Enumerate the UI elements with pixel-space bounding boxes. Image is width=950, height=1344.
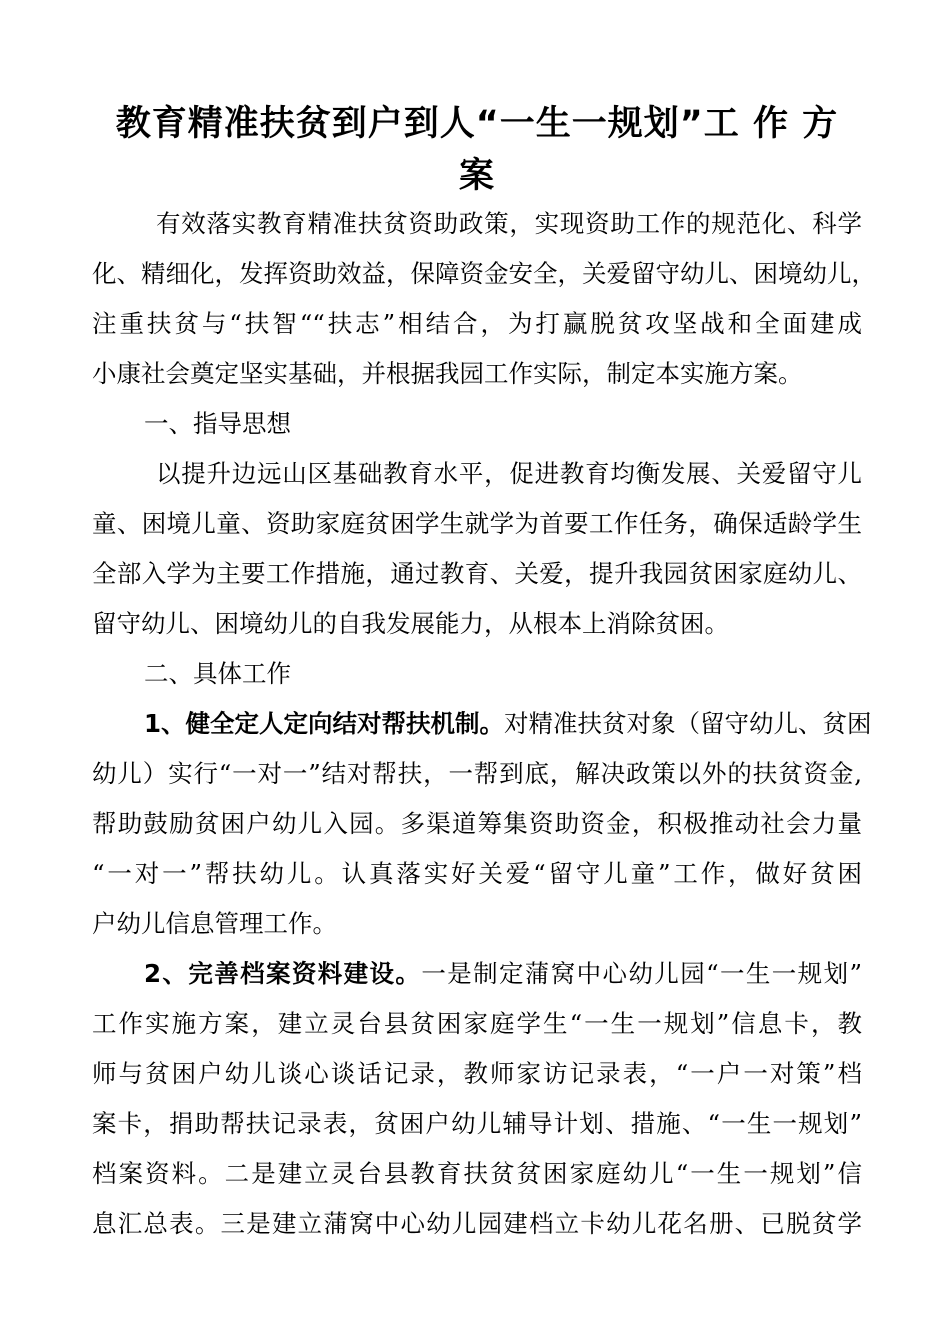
- item1-line: 户幼儿信息管理工作。: [92, 909, 337, 938]
- item2-line: 师与贫困户幼儿谈心谈话记录，教师家访记录表，“一户一对策”档: [92, 1059, 862, 1088]
- section1-line: 留守幼儿、困境幼儿的自我发展能力，从根本上消除贫困。: [92, 609, 729, 638]
- item1-first-rest: 对精准扶贫对象（留守幼儿、贫困: [504, 709, 872, 738]
- section-heading-guiding-ideology: 一、指导思想: [144, 409, 291, 438]
- document-title-line-1: 教育精准扶贫到户到人“一生一规划”工 作 方: [115, 104, 839, 144]
- item1-first-line: [92, 706, 872, 742]
- item2-line: 工作实施方案，建立灵台县贫困家庭学生“一生一规划”信息卡，教: [92, 1009, 862, 1038]
- item2-first-rest: 一是制定蒲窝中心幼儿园“一生一规划”: [421, 959, 862, 988]
- item2-line: 案卡，捐助帮扶记录表，贫困户幼儿辅导计划、措施、“一生一规划”: [92, 1109, 862, 1138]
- item2-first-line: [92, 956, 862, 992]
- item1-lead: 1、健全定人定向结对帮扶机制。: [144, 709, 505, 738]
- section1-line: 以提升边远山区基础教育水平，促进教育均衡发展、关爱留守儿: [156, 459, 862, 488]
- document-title-line-2: 案: [458, 156, 495, 196]
- section1-line: 童、困境儿童、资助家庭贫困学生就学为首要工作任务，确保适龄学生: [92, 509, 862, 538]
- intro-line: 小康社会奠定坚实基础，并根据我园工作实际，制定本实施方案。: [92, 359, 803, 388]
- section1-line: 全部入学为主要工作措施，通过教育、关爱，提升我园贫困家庭幼儿、: [92, 559, 862, 588]
- item2-line: 档案资料。二是建立灵台县教育扶贫贫困家庭幼儿“一生一规划”信: [92, 1159, 862, 1188]
- item1-line: 幼儿）实行“一对一”结对帮扶，一帮到底，解决政策以外的扶贫资金,: [92, 759, 862, 788]
- item1-line: 帮助鼓励贫困户幼儿入园。多渠道筹集资助资金，积极推动社会力量: [92, 809, 862, 838]
- item2-line: 息汇总表。三是建立蒲窝中心幼儿园建档立卡幼儿花名册、已脱贫学: [92, 1209, 862, 1238]
- item2-lead: 2、完善档案资料建设。: [144, 959, 422, 988]
- intro-line: 化、精细化，发挥资助效益，保障资金安全，关爱留守幼儿、困境幼儿，: [92, 259, 876, 288]
- intro-line: 有效落实教育精准扶贫资助政策，实现资助工作的规范化、科学: [156, 209, 862, 238]
- intro-line: 注重扶贫与“扶智““扶志”相结合，为打赢脱贫攻坚战和全面建成: [92, 309, 862, 338]
- section-heading-specific-work: 二、具体工作: [144, 659, 291, 688]
- item1-line: “一对一”帮扶幼儿。认真落实好关爱“留守儿童”工作，做好贫困: [92, 859, 862, 888]
